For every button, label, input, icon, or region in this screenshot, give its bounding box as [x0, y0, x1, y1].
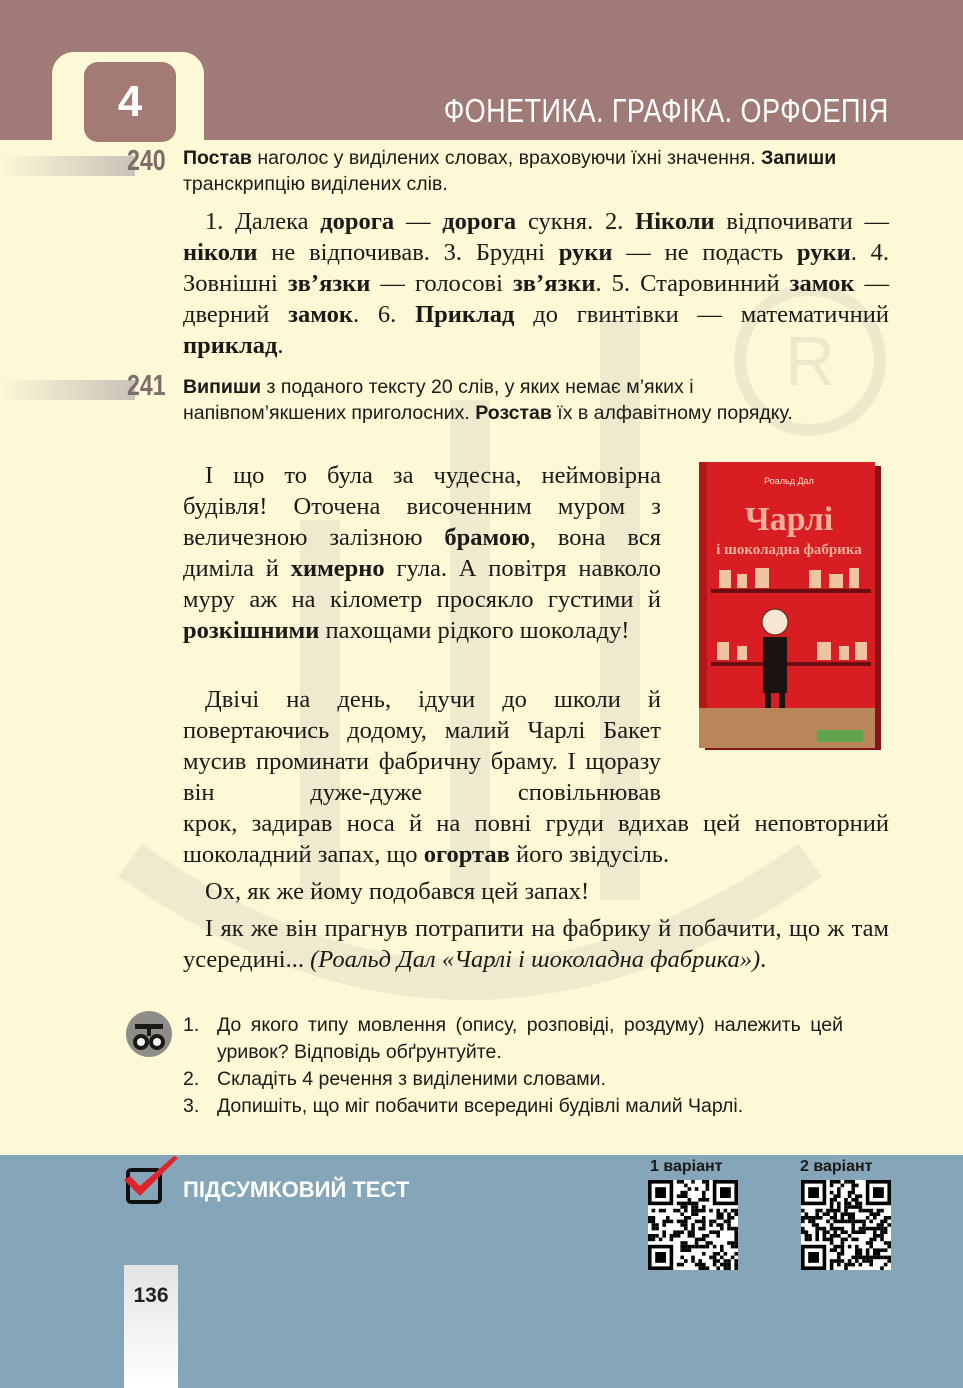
highlighted-word: огортав: [423, 841, 510, 868]
chapter-number: 4: [84, 62, 176, 142]
highlighted-word: Ніколи: [635, 208, 715, 235]
highlighted-word: замок: [789, 270, 855, 297]
text-paragraph-3: [183, 876, 889, 907]
text-run: 1. Далека: [205, 208, 321, 235]
text-run: Ох, як же йому подобався цей запах!: [205, 878, 590, 905]
text-run: І як же він прагнув потрапити на фабрику й побачити, що ж там усередині...: [183, 915, 889, 973]
highlighted-word: зв’язки: [512, 270, 596, 297]
book-cover-image: [697, 462, 887, 752]
exercise-240-text: [183, 206, 889, 361]
text-run: .: [277, 332, 284, 359]
question-number: 2.: [183, 1068, 200, 1090]
book-title-2: і шоколадна фабрика: [716, 542, 862, 558]
svg-text:R: R: [784, 322, 836, 400]
exercise-241-bar: [0, 380, 135, 400]
question-text: Складіть 4 речення з виділеними словами.: [217, 1068, 606, 1090]
text-paragraph-4: [183, 913, 889, 975]
highlighted-word: Розстав: [475, 402, 552, 424]
chapter-title: ФОНЕТИКА. ГРАФІКА. ОРФОЕПІЯ: [443, 92, 889, 129]
final-test-link[interactable]: ПІДСУМКОВИЙ ТЕСТ: [183, 1177, 410, 1202]
highlighted-word: руки: [796, 239, 851, 266]
highlighted-word: розкішними: [183, 617, 320, 644]
question-item: [183, 1066, 843, 1093]
text-paragraph-1: [183, 460, 661, 646]
text-run: (Роальд Дал «Чарлі і шоколадна фабрика»): [310, 946, 761, 973]
variant-1-qr-code[interactable]: [648, 1180, 738, 1270]
text-run: гула. А повітря навколо муру аж на кілометр просякло густими й: [183, 555, 661, 613]
text-run: не відпочивав. 3. Брудні: [257, 239, 559, 266]
highlighted-word: Запиши: [761, 147, 837, 169]
text-run: його звідусіль.: [509, 841, 670, 868]
text-run: крок, задирав носа й на повні груди вдихав цей неповторний шоколадний запах, що: [183, 810, 889, 868]
question-item: [183, 1093, 843, 1120]
highlighted-word: Постав: [183, 147, 252, 169]
exercise-240-bar: [0, 156, 135, 176]
question-text: Допишіть, що міг побачити всередині будівлі малий Чарлі.: [217, 1095, 744, 1117]
text-run: —: [394, 208, 443, 235]
text-run: І що то була за чудесна, неймовірна будівля! Оточена височенним муром з величезною залізною: [183, 462, 661, 551]
highlighted-word: замок: [288, 301, 353, 328]
text-run: . 4. Зовнішні: [183, 239, 889, 297]
text-run: відпочивати —: [714, 208, 890, 235]
question-text: До якого типу мовлення (опису, розповіді, роздуму) належить цей уривок? Відповідь обґрунтуйте.: [217, 1014, 843, 1063]
text-run: — дверний: [183, 270, 890, 328]
text-run: . 5. Старовинний: [595, 270, 790, 297]
text-run: пахощами рідкого шоколаду!: [319, 617, 630, 644]
question-list: [183, 1012, 843, 1120]
question-number: 1.: [183, 1014, 200, 1036]
exercise-241-instruction: [183, 374, 843, 426]
page-number: 136: [133, 1284, 169, 1307]
highlighted-word: приклад: [183, 332, 278, 359]
question-item: [183, 1012, 843, 1066]
text-run: — голосові: [370, 270, 513, 297]
exercise-240-number: 240: [127, 145, 166, 177]
variant-2-label: 2 варіант: [800, 1158, 873, 1175]
highlighted-word: брамою: [444, 524, 530, 551]
text-run: їх в алфавітному порядку.: [551, 402, 793, 424]
check-icon: [122, 1156, 180, 1208]
highlighted-word: зв’язки: [287, 270, 371, 297]
highlighted-word: руки: [558, 239, 613, 266]
pair-work-icon: [125, 1010, 173, 1058]
exercise-241-number: 241: [127, 370, 166, 402]
text-run: транскрипцію виділених слів.: [183, 173, 448, 195]
text-run: , вона вся диміла й: [183, 524, 661, 582]
highlighted-word: дорога: [320, 208, 395, 235]
highlighted-word: химерно: [290, 555, 385, 582]
highlighted-word: Випиши: [183, 376, 262, 398]
text-run: з поданого тексту 20 слів, у яких немає м’яких і напівпом’якшених приголосних.: [183, 376, 694, 424]
text-run: Двічі на день, ідучи до школи й повертаючись додому, малий Чарлі Бакет мусив проминати фабричну браму. І щоразу він дуже-дуже сповільнював: [183, 686, 661, 806]
exercise-240-instruction: [183, 145, 843, 197]
highlighted-word: дорога: [442, 208, 517, 235]
variant-1-label: 1 варіант: [650, 1158, 723, 1175]
highlighted-word: ніколи: [183, 239, 258, 266]
highlighted-word: Приклад: [415, 301, 515, 328]
book-title-1: Чарлі: [744, 501, 834, 538]
text-run: до гвинтівки — математичний: [514, 301, 890, 328]
text-run: . 6.: [352, 301, 416, 328]
text-paragraph-2a: [183, 684, 661, 808]
book-author: Роальд Дал: [764, 476, 814, 486]
text-run: наголос у виділених словах, враховуючи їхні значення.: [251, 147, 762, 169]
text-run: — не подасть: [612, 239, 797, 266]
text-run: сукня. 2.: [516, 208, 636, 235]
question-number: 3.: [183, 1095, 200, 1117]
variant-2-qr-code[interactable]: [801, 1180, 891, 1270]
text-run: .: [760, 946, 767, 973]
text-paragraph-2b: [183, 808, 889, 870]
